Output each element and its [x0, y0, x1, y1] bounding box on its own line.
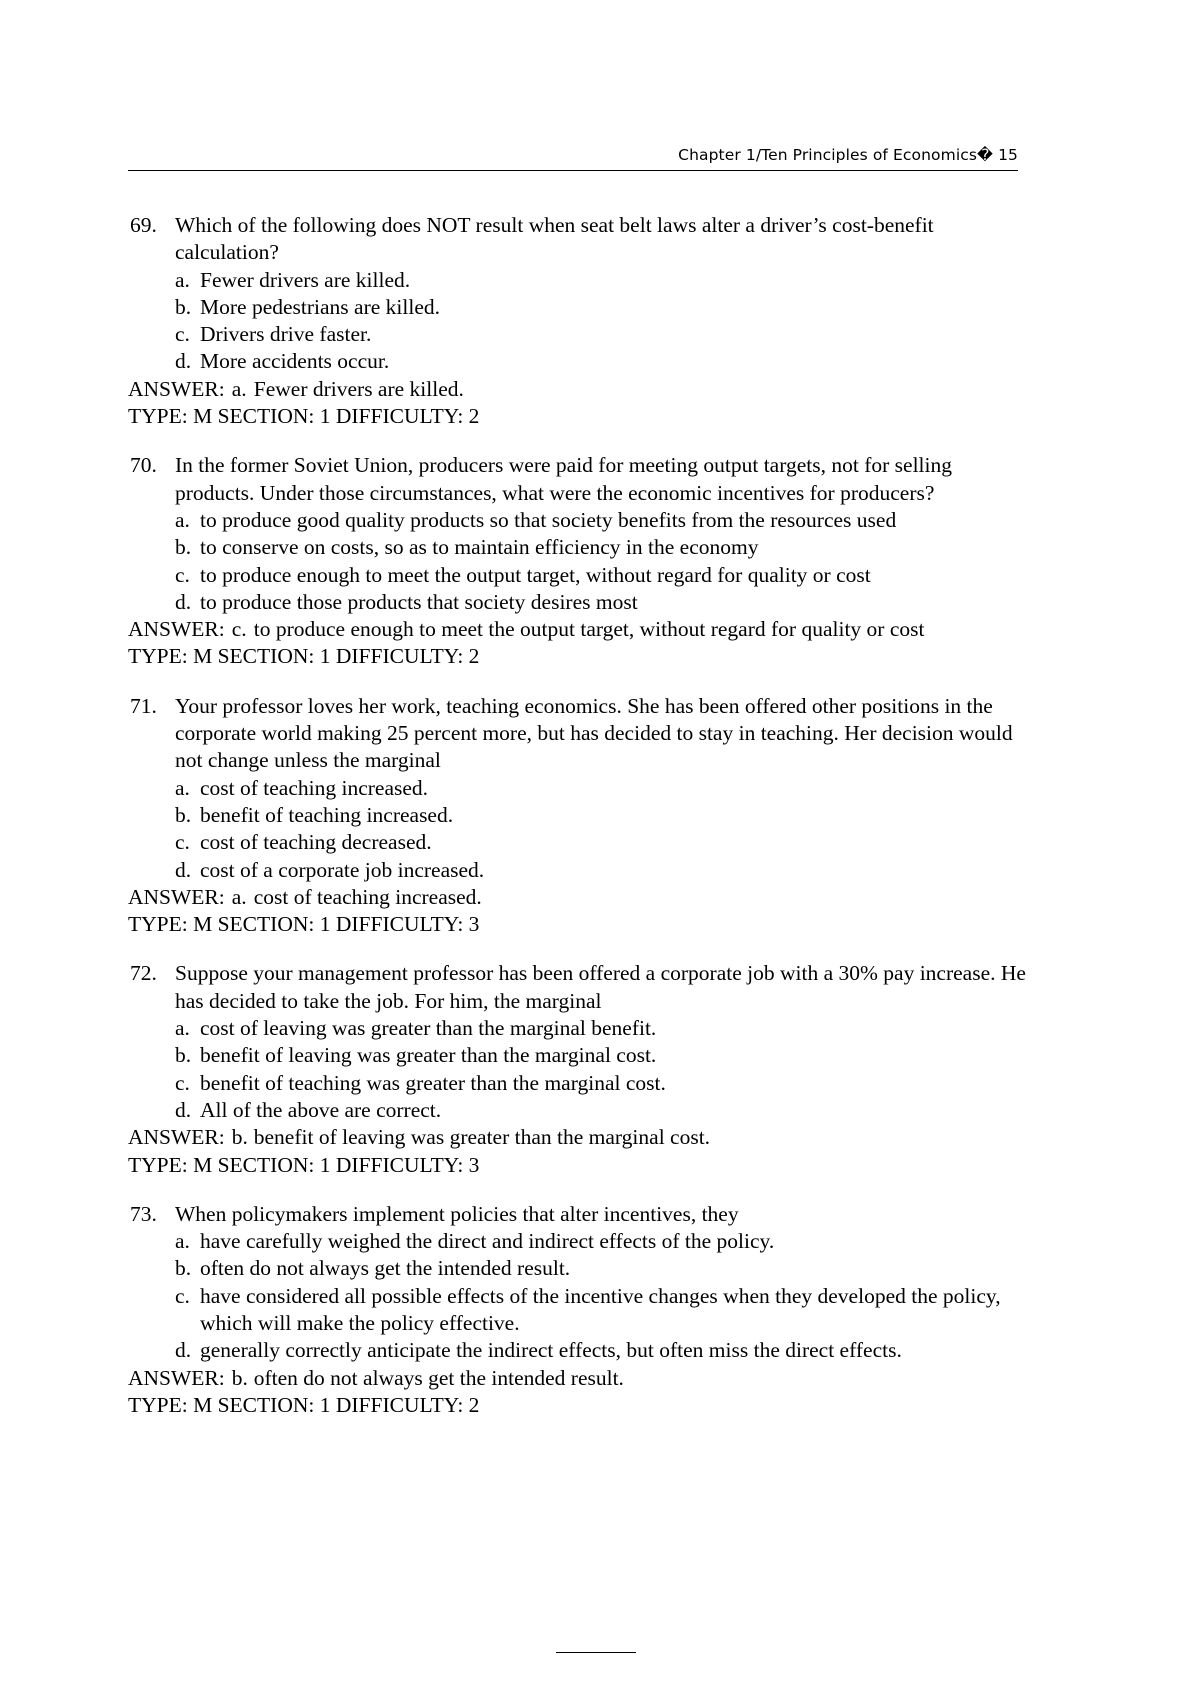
choice-letter: a.	[175, 507, 190, 532]
choice-letter: d.	[175, 1097, 192, 1122]
choice-text: benefit of leaving was greater than the marginal cost.	[200, 1043, 657, 1068]
question-block	[128, 693, 1028, 939]
choice-text: cost of teaching increased.	[200, 775, 429, 800]
question-text: Suppose your management professor has been offered a corporate job with a 30% pay increase. He has decided to take the job. For him, the marginal	[175, 961, 1026, 1013]
answer-choice	[128, 1337, 1028, 1364]
choice-text: have carefully weighed the direct and indirect effects of the policy.	[200, 1229, 775, 1254]
question-stem	[128, 1201, 1028, 1228]
choice-letter: b.	[175, 294, 192, 319]
answer-choice	[128, 829, 1028, 856]
answer-choice	[128, 321, 1028, 348]
choice-letter: b.	[175, 1043, 192, 1068]
page-header	[128, 146, 1018, 171]
answer-choice	[128, 507, 1028, 534]
choice-text: to produce good quality products so that society benefits from the resources used	[200, 507, 897, 532]
answer-line	[128, 884, 1028, 911]
answer-choice	[128, 562, 1028, 589]
choice-text: More accidents occur.	[200, 349, 390, 374]
question-text: In the former Soviet Union, producers were paid for meeting output targets, not for selling products. Under those circumstances, what were the economic incentives for producers?	[175, 453, 952, 505]
question-text: Which of the following does NOT result when seat belt laws alter a driver’s cost-benefit calculation?	[175, 213, 934, 265]
answer-letter: a.	[231, 884, 247, 909]
answer-choice	[128, 267, 1028, 294]
question-number: 70.	[130, 453, 157, 478]
choice-letter: c.	[175, 322, 190, 347]
answer-choice	[128, 802, 1028, 829]
choice-letter: d.	[175, 1338, 192, 1363]
choice-letter: b.	[175, 802, 192, 827]
choice-text: Fewer drivers are killed.	[200, 267, 411, 292]
choice-letter: a.	[175, 775, 190, 800]
question-stem	[128, 693, 1028, 775]
questions-container	[128, 212, 1028, 1441]
choice-letter: d.	[175, 349, 192, 374]
answer-letter: b.	[231, 1125, 248, 1150]
answer-choice	[128, 1283, 1028, 1338]
answer-choice	[128, 1015, 1028, 1042]
answer-line	[128, 1124, 1028, 1151]
choice-letter: a.	[175, 267, 190, 292]
choice-text: cost of a corporate job increased.	[200, 857, 485, 882]
choice-letter: c.	[175, 1283, 190, 1308]
choice-text: often do not always get the intended result.	[200, 1256, 571, 1281]
question-stem	[128, 960, 1028, 1015]
answer-choice	[128, 1042, 1028, 1069]
answer-line	[128, 616, 1028, 643]
answer-label: ANSWER:	[128, 376, 225, 401]
footer-rule	[556, 1652, 636, 1653]
question-metadata: TYPE: M SECTION: 1 DIFFICULTY: 2	[128, 404, 480, 429]
header-page-number: 15	[998, 146, 1018, 164]
question-metadata: TYPE: M SECTION: 1 DIFFICULTY: 2	[128, 1392, 480, 1417]
answer-label: ANSWER:	[128, 617, 225, 642]
question-metadata: TYPE: M SECTION: 1 DIFFICULTY: 3	[128, 912, 480, 937]
question-text: Your professor loves her work, teaching economics. She has been offered other positions in the corporate world making 25 percent more, but has decided to stay in teaching. Her decision would not change unless the marginal	[175, 693, 1013, 773]
choice-text: More pedestrians are killed.	[200, 294, 440, 319]
choice-text: generally correctly anticipate the indirect effects, but often miss the direct effects.	[200, 1338, 902, 1363]
answer-text: cost of teaching increased.	[253, 884, 482, 909]
choice-text: Drivers drive faster.	[200, 322, 372, 347]
answer-choice	[128, 589, 1028, 616]
answer-letter: b.	[231, 1365, 248, 1390]
answer-choice	[128, 1070, 1028, 1097]
answer-line	[128, 376, 1028, 403]
answer-choice	[128, 1228, 1028, 1255]
choice-text: to produce enough to meet the output target, without regard for quality or cost	[200, 562, 871, 587]
choice-text: to produce those products that society desires most	[200, 589, 638, 614]
question-block	[128, 960, 1028, 1178]
choice-text: to conserve on costs, so as to maintain efficiency in the economy	[200, 535, 759, 560]
answer-choice	[128, 294, 1028, 321]
answer-text: often do not always get the intended result.	[253, 1365, 624, 1390]
question-block	[128, 1201, 1028, 1419]
choice-text: cost of leaving was greater than the marginal benefit.	[200, 1016, 657, 1041]
question-block	[128, 452, 1028, 670]
answer-choice	[128, 348, 1028, 375]
choice-letter: d.	[175, 857, 192, 882]
question-number: 69.	[130, 213, 157, 237]
question-stem	[128, 452, 1028, 507]
answer-choice	[128, 857, 1028, 884]
question-number: 71.	[130, 693, 157, 718]
question-block	[128, 212, 1028, 430]
question-number: 72.	[130, 961, 157, 986]
question-number: 73.	[130, 1201, 157, 1226]
answer-letter: c.	[231, 617, 247, 642]
answer-choice	[128, 1097, 1028, 1124]
choice-letter: c.	[175, 830, 190, 855]
choice-letter: c.	[175, 562, 190, 587]
answer-text: Fewer drivers are killed.	[253, 376, 464, 401]
choice-letter: b.	[175, 535, 192, 560]
question-text: When policymakers implement policies that alter incentives, they	[175, 1201, 739, 1226]
choice-letter: d.	[175, 589, 192, 614]
choice-text: have considered all possible effects of the incentive changes when they developed the policy, which will make the policy effective.	[200, 1283, 1001, 1335]
question-metadata: TYPE: M SECTION: 1 DIFFICULTY: 2	[128, 644, 480, 669]
answer-choice	[128, 1255, 1028, 1282]
header-separator-glyph: �	[977, 146, 994, 164]
answer-text: to produce enough to meet the output target, without regard for quality or cost	[253, 617, 925, 642]
answer-text: benefit of leaving was greater than the marginal cost.	[253, 1125, 711, 1150]
answer-line	[128, 1365, 1028, 1392]
answer-choice	[128, 534, 1028, 561]
answer-label: ANSWER:	[128, 884, 225, 909]
choice-letter: a.	[175, 1016, 190, 1041]
answer-label: ANSWER:	[128, 1365, 225, 1390]
choice-letter: a.	[175, 1229, 190, 1254]
answer-choice	[128, 775, 1028, 802]
answer-letter: a.	[231, 376, 247, 401]
choice-text: cost of teaching decreased.	[200, 830, 432, 855]
question-stem	[128, 212, 1028, 267]
choice-text: All of the above are correct.	[200, 1097, 442, 1122]
header-chapter-title: Chapter 1/Ten Principles of Economics	[678, 146, 978, 164]
question-metadata: TYPE: M SECTION: 1 DIFFICULTY: 3	[128, 1152, 480, 1177]
choice-letter: c.	[175, 1070, 190, 1095]
choice-text: benefit of teaching was greater than the marginal cost.	[200, 1070, 666, 1095]
answer-label: ANSWER:	[128, 1125, 225, 1150]
choice-letter: b.	[175, 1256, 192, 1281]
choice-text: benefit of teaching increased.	[200, 802, 454, 827]
